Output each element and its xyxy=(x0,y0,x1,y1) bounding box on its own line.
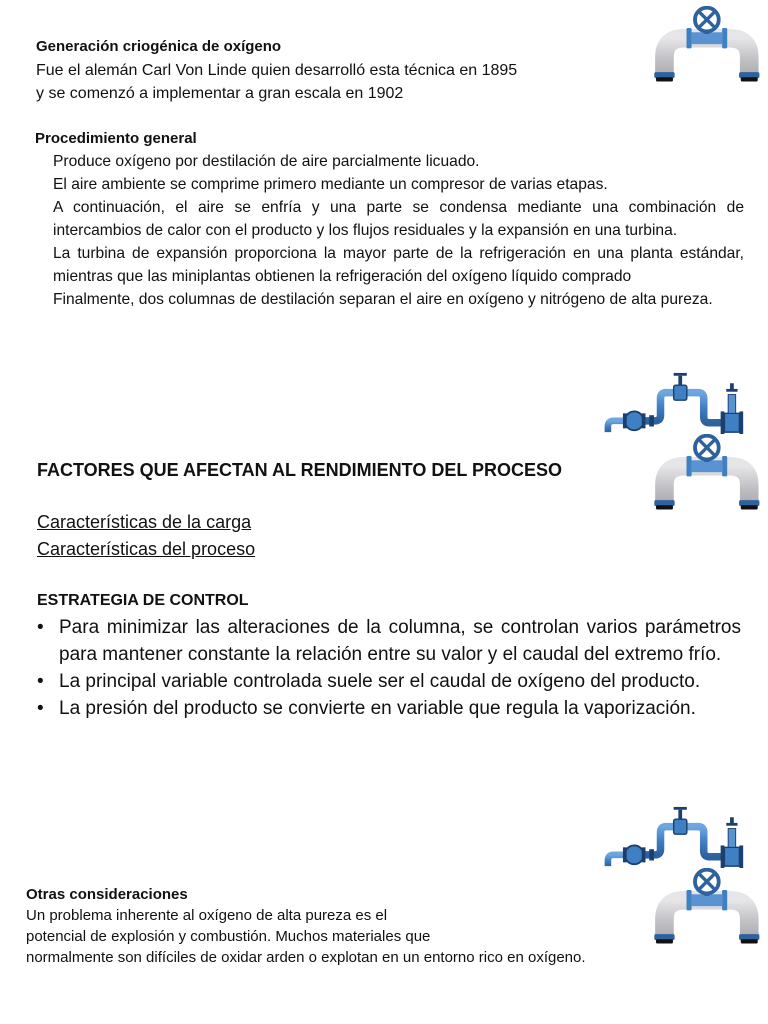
list-item-text: El aire ambiente se comprime primero mediante un compresor de varias etapas. xyxy=(53,176,608,193)
list-item xyxy=(37,614,741,668)
pipeline-valves-icon xyxy=(600,372,768,434)
text-line: potencial de explosión y combustión. Muchos materiales que xyxy=(26,928,431,945)
section-title: Generación criogénica de oxígeno xyxy=(36,38,282,55)
control-list xyxy=(37,614,741,722)
procedure-section xyxy=(35,130,744,311)
link-process-characteristics[interactable]: Características del proceso xyxy=(37,539,256,559)
factors-section xyxy=(37,458,617,563)
list-item xyxy=(37,668,741,695)
list-item xyxy=(35,288,744,311)
text-line: y se comenzó a implementar a gran escala en 1902 xyxy=(36,85,404,102)
other-considerations-section xyxy=(26,886,746,968)
list-item xyxy=(35,196,744,242)
list-item xyxy=(35,150,744,173)
list-item-text: La turbina de expansión proporciona la mayor parte de la refrigeración en una planta estándar, mientras que las miniplantas obtienen la refrigeración del oxígeno líquido comprado xyxy=(53,245,744,285)
bullet-dot: • xyxy=(37,617,44,638)
section-title: ESTRATEGIA DE CONTROL xyxy=(37,592,249,609)
section-title: Procedimiento general xyxy=(35,130,197,147)
list-item-text: Para minimizar las alteraciones de la columna, se controlan varios parámetros para mantener constante la relación entre su valor y el caudal del extremo frío. xyxy=(59,617,741,665)
bullet-dot: • xyxy=(37,698,44,719)
text-line: Fue el alemán Carl Von Linde quien desarrolló esta técnica en 1895 xyxy=(36,62,518,79)
list-item xyxy=(37,695,741,722)
pipe-valve-bend-icon xyxy=(646,6,766,84)
bullet-dot: • xyxy=(37,671,44,692)
pipeline-valves-icon xyxy=(600,806,768,868)
procedure-list xyxy=(35,150,744,311)
text-line: normalmente son difíciles de oxidar arden o explotan en un entorno rico en oxígeno. xyxy=(26,949,586,966)
list-item-text: La principal variable controlada suele ser el caudal de oxígeno del producto. xyxy=(59,671,701,692)
pipe-valve-bend-icon xyxy=(646,434,766,512)
intro-section xyxy=(36,38,596,105)
control-strategy-section xyxy=(37,592,741,722)
section-title: FACTORES QUE AFECTAN AL RENDIMIENTO DEL PROCESO xyxy=(37,460,563,480)
section-title: Otras consideraciones xyxy=(26,886,188,903)
list-item-text: Produce oxígeno por destilación de aire parcialmente licuado. xyxy=(53,153,480,170)
list-item-text: A continuación, el aire se enfría y una parte se condensa mediante una combinación de intercambios de calor con el producto y los flujos residuales y la expansión en una turbina. xyxy=(53,199,744,239)
list-item-text: La presión del producto se convierte en variable que regula la vaporización. xyxy=(59,698,696,719)
list-item-text: Finalmente, dos columnas de destilación separan el aire en oxígeno y nitrógeno de alta pureza. xyxy=(53,291,713,308)
list-item xyxy=(35,242,744,288)
text-line: Un problema inherente al oxígeno de alta pureza es el xyxy=(26,907,388,924)
link-load-characteristics[interactable]: Características de la carga xyxy=(37,512,252,532)
list-item xyxy=(35,173,744,196)
